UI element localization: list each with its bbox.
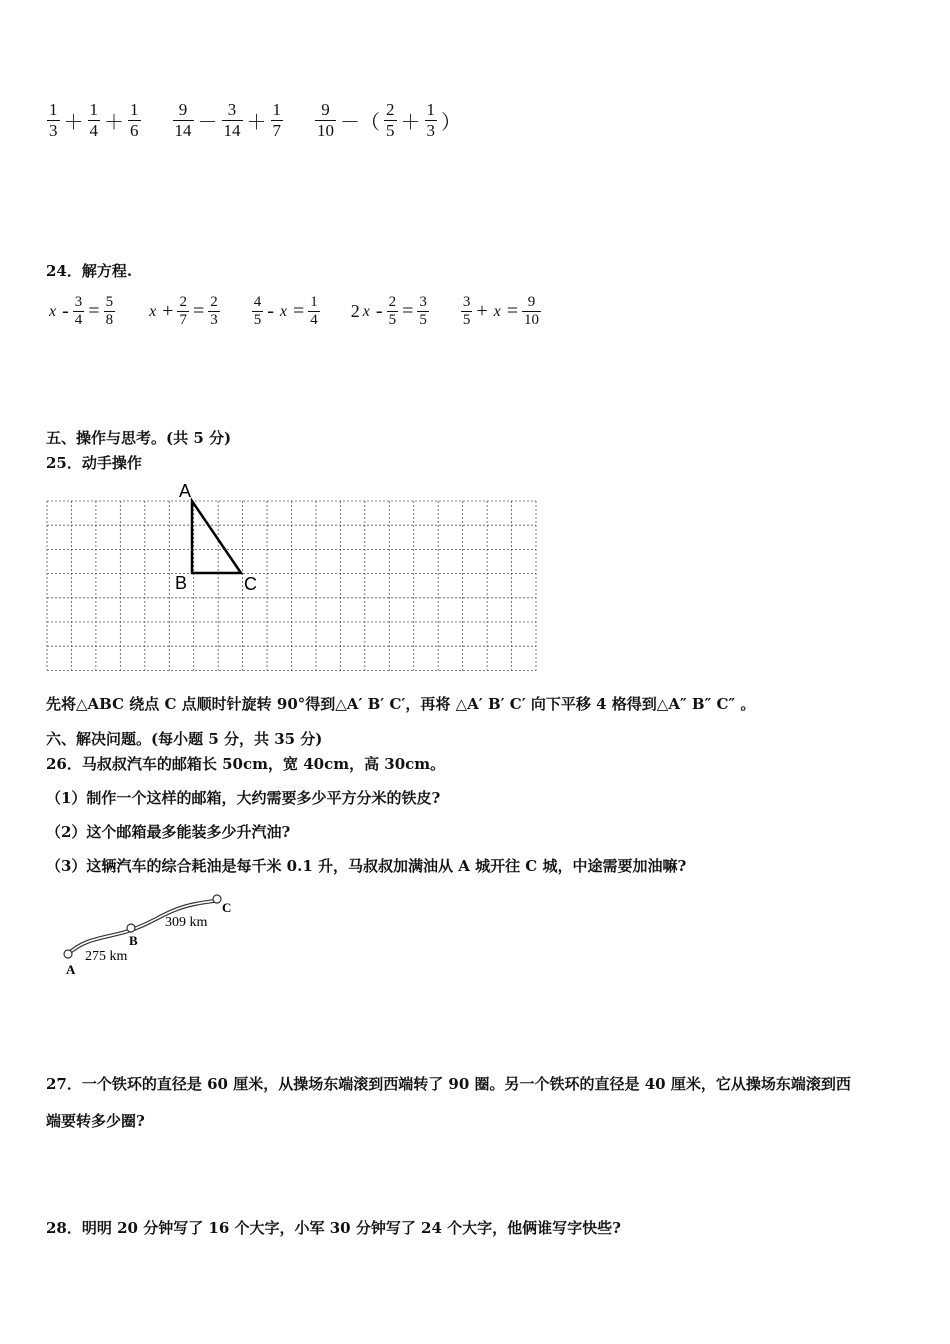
fraction: $\frac{2}{3}$ [210,294,218,328]
fraction: $\frac{1}{4}$ [310,294,318,328]
operator: = [293,300,305,322]
operator: － [197,112,218,134]
operator: + [162,300,174,322]
q26-sub3: （3）这辆汽车的综合耗油是每千米 0.1 升，马叔叔加满油从 A 城开往 C 城，中途需要加油嘛? [46,857,687,875]
route-label-a: A [66,962,76,977]
q27-line1: 27．一个铁环的直径是 60 厘米，从操场东端滚到西端转了 90 圈。另一个铁环的直径是 40 厘米，它从操场东端滚到西 [46,1075,851,1093]
operator: ） [441,112,461,134]
operator: - [375,300,383,322]
route-label-b: B [129,933,138,948]
fraction: $\frac{2}{5}$ [388,294,397,328]
variable: x [279,302,288,320]
q28: 28．明明 20 分钟写了 16 个大字，小军 30 分钟写了 24 个大字，他俩谁写字快些? [46,1219,621,1237]
operator: ＋ [104,112,124,134]
route-label-c: C [222,900,232,915]
q26-title: 26．马叔叔汽车的邮箱长 50cm，宽 40cm，高 30cm。 [46,755,446,773]
route-figure [55,888,255,983]
variable: x [362,302,370,320]
fraction: $\frac{2}{5}$ [386,100,395,140]
fraction: $\frac{3}{4}$ [74,294,83,328]
q24-equation-3 [251,294,321,329]
operator: = [88,300,100,322]
route-distance-ab: 275 km [85,949,128,964]
q24-equations [46,294,572,329]
fraction: $\frac{1}{6}$ [130,100,139,140]
variable: x [493,302,501,320]
operator: = [506,300,519,322]
q26-sub1: （1）制作一个这样的邮箱，大约需要多少平方分米的铁皮? [46,789,441,807]
operator: - [62,300,69,322]
q23-expressions [46,100,494,141]
operator: ＋ [246,112,267,134]
variable: x [149,302,157,320]
coefficient: 2 [350,301,360,321]
operator: + [476,300,488,322]
operator: = [402,300,414,322]
q24-equation-5 [460,294,542,329]
label-b: B [175,573,188,593]
label-c: C [244,574,257,594]
q23-expression-1 [46,100,142,141]
route-distance-bc: 309 km [165,915,208,930]
label-a: A [179,481,192,501]
triangle-abc [192,501,241,573]
variable: x [49,302,57,320]
q24-title: 24．解方程. [46,262,133,280]
operator: = [192,300,205,322]
section6-heading: 六、解决问题。(每小题 5 分，共 35 分) [46,730,323,748]
fraction: $\frac{3}{5}$ [419,294,427,328]
q24-equation-4 [351,294,430,329]
q25-instruction: 先将△ABC 绕点 C 点顺时针旋转 90°得到△A′ B′ C′，再将 △A′ B′ C′ 向下平移 4 格得到△A″ B″ C″ 。 [46,695,756,713]
grid-figure [40,478,550,678]
q23-expression-2 [172,100,285,141]
fraction: $\frac{2}{7}$ [179,294,187,328]
q24-equation-1 [46,294,116,329]
fraction: $\frac{1}{3}$ [49,100,58,140]
operator: －（ [340,112,380,134]
q27-line2: 端要转多少圈? [46,1112,145,1130]
fraction: $\frac{9}{10}$ [524,294,540,328]
grid-lines [47,501,536,670]
fraction: $\frac{9}{14}$ [174,100,192,140]
fraction: $\frac{1}{4}$ [89,100,98,140]
point-a [64,950,72,958]
fraction: $\frac{1}{3}$ [426,100,435,140]
fraction: $\frac{9}{10}$ [317,100,334,140]
q23-expression-3 [314,100,464,141]
operator: ＋ [63,112,84,134]
point-c [213,895,221,903]
fraction: $\frac{3}{5}$ [462,294,471,328]
fraction: $\frac{4}{5}$ [253,294,262,328]
fraction: $\frac{3}{14}$ [223,100,241,140]
fraction: $\frac{5}{8}$ [105,294,114,328]
fraction: $\frac{1}{7}$ [272,100,281,140]
point-b [127,924,135,932]
operator: - [267,300,274,322]
operator: ＋ [400,112,421,134]
q24-equation-2 [146,294,221,329]
q25-title: 25．动手操作 [46,454,142,472]
q26-sub2: （2）这个邮箱最多能装多少升汽油? [46,823,291,841]
section5-heading: 五、操作与思考。(共 5 分) [46,429,232,447]
